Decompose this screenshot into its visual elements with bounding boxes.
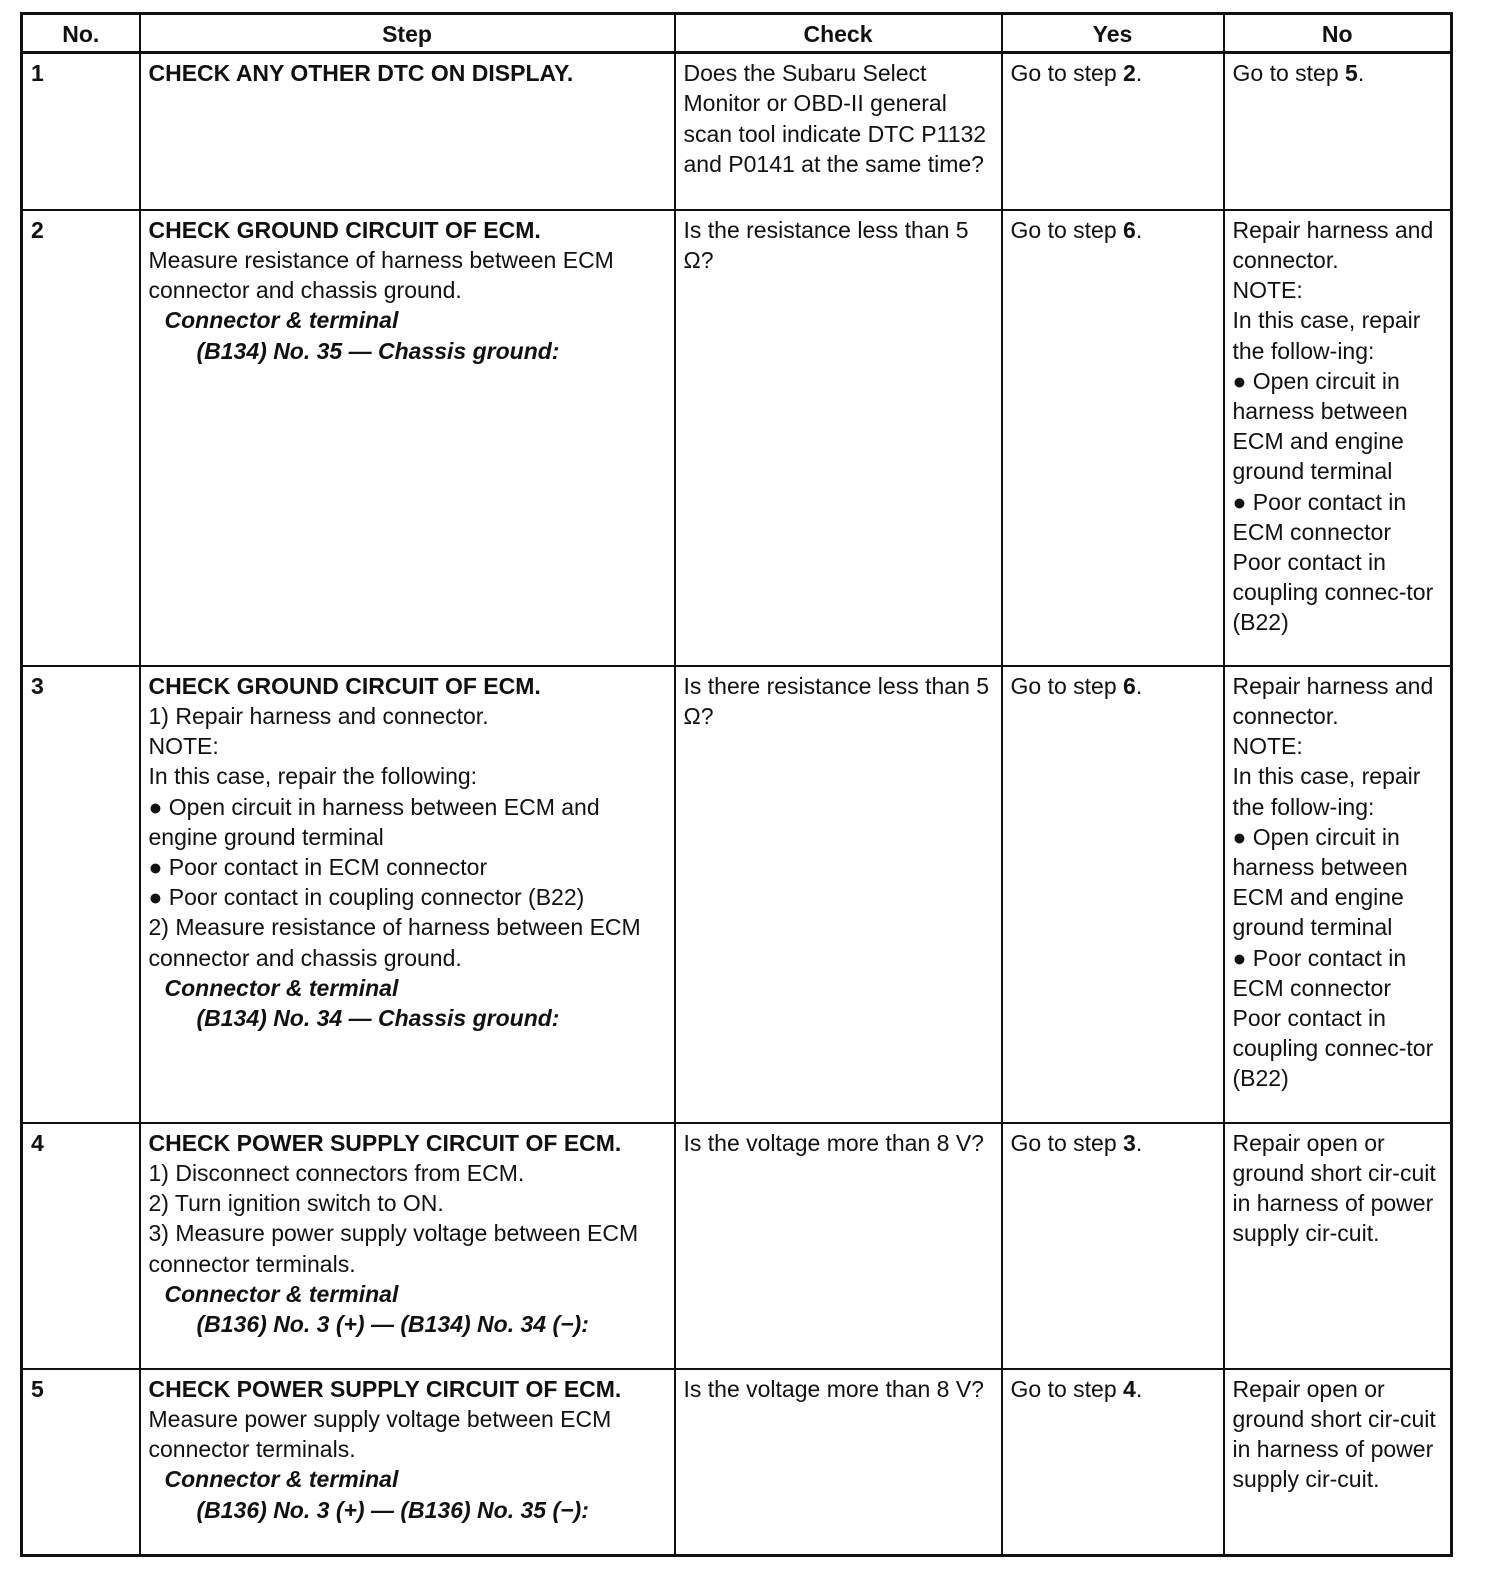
no-action-line: Repair harness and connector. — [1232, 216, 1434, 273]
goto-text: Go to step — [1010, 216, 1124, 243]
header-yes: Yes — [1002, 14, 1224, 53]
no-action-line: NOTE: — [1232, 733, 1303, 760]
goto-step-number: 3 — [1123, 1129, 1136, 1156]
check-question: Is the voltage more than 8 V? — [675, 1369, 1002, 1556]
no-action-line: ● Open circuit in harness between ECM and engine ground terminal — [1232, 367, 1408, 485]
step-line: 2) Measure resistance of harness between ECM connector and chassis ground. — [148, 914, 641, 971]
header-check: Check — [675, 14, 1002, 53]
step-line: 2) Turn ignition switch to ON. — [148, 1190, 444, 1217]
goto-step-number: 2 — [1123, 60, 1136, 87]
check-question: Is there resistance less than 5 Ω? — [675, 666, 1002, 1123]
step-line: 1) Disconnect connectors from ECM. — [148, 1159, 525, 1186]
step-line: 1) Repair harness and connector. — [148, 702, 489, 729]
step-number: 3 — [22, 666, 140, 1123]
goto-text: Go to step — [1010, 1375, 1124, 1402]
goto-period: . — [1135, 60, 1143, 87]
no-action-line: In this case, repair the follow-ing: — [1232, 307, 1421, 364]
yes-action — [1002, 53, 1224, 210]
goto-text: Go to step — [1010, 60, 1124, 87]
goto-period: . — [1135, 1129, 1143, 1156]
header-no: No. — [22, 14, 140, 53]
step-title: CHECK POWER SUPPLY CIRCUIT OF ECM. — [148, 1129, 622, 1156]
no-action-line: Repair harness and connector. — [1232, 672, 1434, 729]
connector-label: Connector & terminal — [164, 974, 399, 1001]
header-step: Step — [140, 14, 675, 53]
step-title: CHECK POWER SUPPLY CIRCUIT OF ECM. — [148, 1375, 622, 1402]
no-action-line: Repair open or ground short cir-cuit in harness of power supply cir-cuit. — [1232, 1375, 1436, 1493]
step-cell — [140, 53, 675, 210]
check-question: Is the resistance less than 5 Ω? — [675, 210, 1002, 666]
step-line: ● Poor contact in ECM connector — [148, 853, 488, 880]
connector-label: Connector & terminal — [164, 307, 399, 334]
no-action — [1224, 1123, 1452, 1369]
table-row — [22, 53, 1452, 210]
goto-period: . — [1357, 60, 1365, 87]
table-row — [22, 1369, 1452, 1556]
step-line: In this case, repair the following: — [148, 763, 478, 790]
goto-step-number: 6 — [1123, 216, 1136, 243]
no-action — [1224, 1369, 1452, 1556]
no-action — [1224, 210, 1452, 666]
no-action-line: ● Poor contact in ECM connector — [1232, 944, 1407, 1001]
step-title: CHECK GROUND CIRCUIT OF ECM. — [148, 216, 541, 243]
goto-text: Go to step — [1010, 672, 1124, 699]
terminal-spec: (B136) No. 3 (+) — (B134) No. 34 (−): — [196, 1310, 589, 1337]
goto-step-number: 6 — [1123, 672, 1136, 699]
goto-period: . — [1135, 672, 1143, 699]
yes-action — [1002, 666, 1224, 1123]
no-action-line: ● Open circuit in harness between ECM and engine ground terminal — [1232, 823, 1408, 941]
terminal-spec: (B136) No. 3 (+) — (B136) No. 35 (−): — [196, 1496, 589, 1523]
table-row — [22, 210, 1452, 666]
no-action-line: ● Poor contact in ECM connector — [1232, 488, 1407, 545]
goto-period: . — [1135, 216, 1143, 243]
step-line: ● Poor contact in coupling connector (B22) — [148, 884, 585, 911]
step-cell — [140, 1123, 675, 1369]
connector-label: Connector & terminal — [164, 1280, 399, 1307]
no-action — [1224, 53, 1452, 210]
terminal-spec: (B134) No. 35 — Chassis ground: — [196, 337, 560, 364]
no-action — [1224, 666, 1452, 1123]
goto-text: Go to step — [1232, 60, 1346, 87]
table-row — [22, 666, 1452, 1123]
no-action-line: NOTE: — [1232, 277, 1303, 304]
table-row — [22, 1123, 1452, 1369]
header-row — [22, 14, 1452, 53]
step-line: NOTE: — [148, 733, 219, 760]
step-line: ● Open circuit in harness between ECM and engine ground terminal — [148, 793, 600, 850]
check-question: Does the Subaru Select Monitor or OBD-II general scan tool indicate DTC P1132 and P0141 at the same time? — [675, 53, 1002, 210]
step-cell — [140, 666, 675, 1123]
goto-step-number: 4 — [1123, 1375, 1136, 1402]
step-cell — [140, 210, 675, 666]
no-action-line: In this case, repair the follow-ing: — [1232, 763, 1421, 820]
no-action-line: Poor contact in coupling connec-tor (B22) — [1232, 548, 1434, 636]
step-cell — [140, 1369, 675, 1556]
goto-text: Go to step — [1010, 1129, 1124, 1156]
step-title: CHECK GROUND CIRCUIT OF ECM. — [148, 672, 541, 699]
step-line: 3) Measure power supply voltage between ECM connector terminals. — [148, 1220, 639, 1277]
step-number: 2 — [22, 210, 140, 666]
step-line: Measure resistance of harness between ECM connector and chassis ground. — [148, 246, 614, 304]
step-number: 4 — [22, 1123, 140, 1369]
goto-step-number: 5 — [1345, 60, 1358, 87]
no-action-line: Repair open or ground short cir-cuit in harness of power supply cir-cuit. — [1232, 1129, 1436, 1247]
no-action-line: Poor contact in coupling connec-tor (B22) — [1232, 1004, 1434, 1092]
header-no-answer: No — [1224, 14, 1452, 53]
step-title: CHECK ANY OTHER DTC ON DISPLAY. — [148, 60, 574, 87]
step-number: 5 — [22, 1369, 140, 1556]
goto-period: . — [1135, 1375, 1143, 1402]
yes-action — [1002, 1369, 1224, 1556]
connector-label: Connector & terminal — [164, 1466, 399, 1493]
yes-action — [1002, 1123, 1224, 1369]
check-question: Is the voltage more than 8 V? — [675, 1123, 1002, 1369]
yes-action — [1002, 210, 1224, 666]
terminal-spec: (B134) No. 34 — Chassis ground: — [196, 1004, 560, 1031]
step-line: Measure power supply voltage between ECM connector terminals. — [148, 1405, 612, 1463]
step-number: 1 — [22, 53, 140, 210]
diagnostic-table — [20, 12, 1453, 1557]
